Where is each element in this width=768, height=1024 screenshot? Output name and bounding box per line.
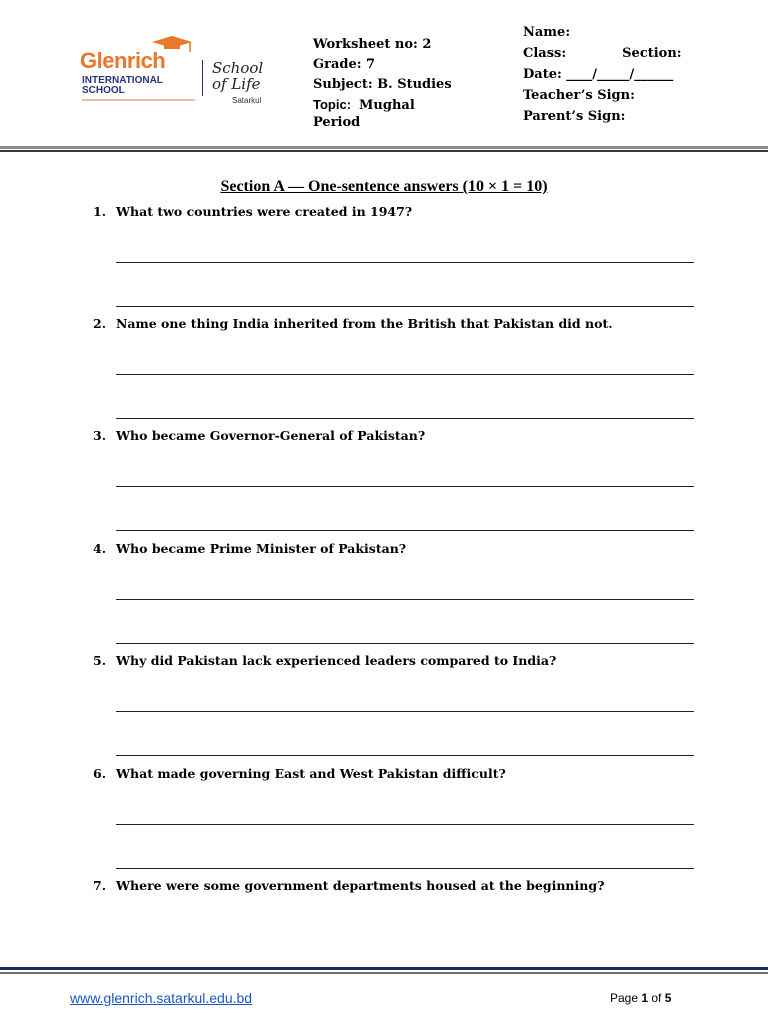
question-6: 6. What made governing East and West Pakistan difficult? [93, 766, 506, 781]
answer-line[interactable] [116, 486, 694, 487]
logo-location: Satarkul [232, 96, 262, 105]
header-divider [0, 146, 768, 149]
answer-line[interactable] [116, 418, 694, 419]
grade: Grade: 7 [313, 57, 376, 72]
logo-sub-line1: INTERNATIONAL [82, 75, 163, 86]
header-divider-inner [0, 150, 768, 152]
topic-value: Mughal [359, 98, 415, 113]
date-field: Date: ____/_____/______ [523, 67, 674, 82]
question-3: 3. Who became Governor-General of Pakistan? [93, 428, 426, 443]
student-details [523, 22, 758, 127]
topic-label: Topic: [313, 97, 352, 112]
answer-line[interactable] [116, 824, 694, 825]
worksheet-info [313, 36, 452, 134]
class-field: Class: [523, 46, 567, 61]
answer-line[interactable] [116, 306, 694, 307]
answer-line[interactable] [116, 599, 694, 600]
topic [313, 96, 452, 114]
school-logo [80, 34, 280, 106]
question-5: 5. Why did Pakistan lack experienced leaders compared to India? [93, 653, 557, 668]
answer-line[interactable] [116, 711, 694, 712]
answer-line[interactable] [116, 262, 694, 263]
section-field: Section: [622, 46, 682, 61]
teacher-sign-field: Teacher’s Sign: [523, 88, 635, 103]
question-1: 1. What two countries were created in 1947? [93, 204, 413, 219]
class-section-row [523, 43, 758, 64]
answer-line[interactable] [116, 374, 694, 375]
parent-sign-field: Parent’s Sign: [523, 109, 626, 124]
logo-brand-text: Glenrich [80, 48, 166, 73]
section-title: Section A — One-sentence answers (10 × 1 = 10) [220, 178, 548, 195]
subject: Subject: B. Studies [313, 77, 452, 92]
question-2: 2. Name one thing India inherited from the British that Pakistan did not. [93, 316, 613, 331]
answer-line[interactable] [116, 530, 694, 531]
logo-tagline-1: School [212, 59, 264, 77]
question-7: 7. Where were some government departments housed at the beginning? [93, 878, 605, 893]
logo-sub-line2: SCHOOL [82, 85, 125, 96]
page-number: Page 1 of 5 [610, 991, 672, 1005]
name-field: Name: [523, 25, 571, 40]
logo-divider [202, 60, 203, 96]
worksheet-number: Worksheet no: 2 [313, 37, 432, 52]
footer-divider [0, 967, 768, 970]
question-4: 4. Who became Prime Minister of Pakistan? [93, 541, 407, 556]
footer-divider-inner [0, 972, 768, 974]
answer-line[interactable] [116, 755, 694, 756]
answer-line[interactable] [116, 643, 694, 644]
topic-value-line2: Period [313, 115, 361, 130]
website-link[interactable]: www.glenrich.satarkul.edu.bd [70, 990, 253, 1006]
logo-tagline-2: of Life [212, 75, 261, 93]
answer-line[interactable] [116, 868, 694, 869]
